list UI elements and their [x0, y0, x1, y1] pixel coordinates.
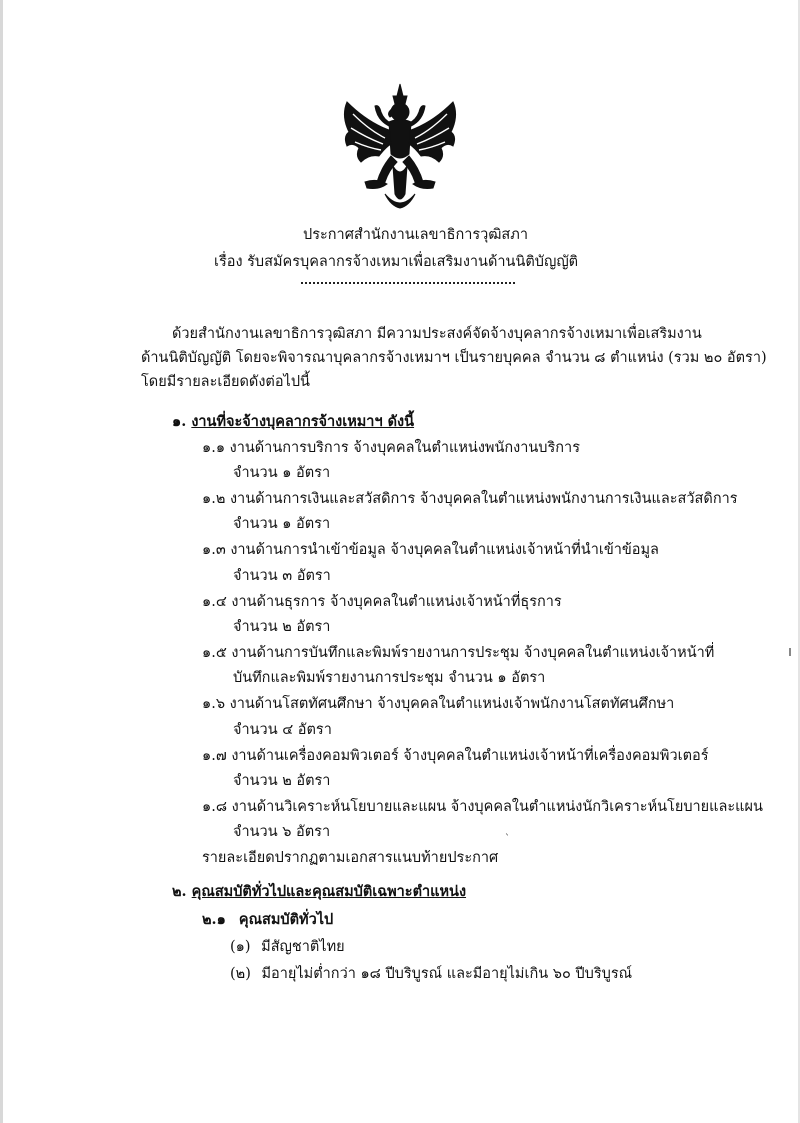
- list-item: ๑.๑ งานด้านการบริการ จ้างบุคคลในตำแหน่งพนักงานบริการ: [202, 440, 580, 456]
- list-item-detail: จำนวน ๔ อัตรา: [233, 722, 332, 738]
- announcement-title: ประกาศสำนักงานเลขาธิการวุฒิสภา: [303, 227, 528, 243]
- section2-sub-title: คุณสมบัติทั่วไป: [238, 911, 334, 928]
- section1-title: งานที่จะจ้างบุคลากรจ้างเหมาฯ ดังนี้: [191, 413, 415, 430]
- intro-line: ด้านนิติบัญญัติ โดยจะพิจารณาบุคลากรจ้างเหมาฯ เป็นรายบุคคล จำนวน ๘ ตำแหน่ง (รวม ๒๐ อัตรา): [141, 350, 767, 366]
- list-item-detail: จำนวน ๖ อัตรา: [233, 824, 331, 840]
- list-item-detail: จำนวน ๒ อัตรา: [233, 773, 331, 789]
- list-item-detail: จำนวน ๓ อัตรา: [233, 568, 331, 584]
- list-item: ๑.๖ งานด้านโสตทัศนศึกษา จ้างบุคคลในตำแหน่งเจ้าพนักงานโสตทัศนศึกษา: [202, 696, 675, 712]
- qualification-item: [230, 964, 632, 984]
- list-item-detail: จำนวน ๒ อัตรา: [233, 619, 331, 635]
- section1-number: ๑.: [172, 413, 187, 430]
- list-item-detail: บันทึกและพิมพ์รายงานการประชุม จำนวน ๑ อัตรา: [233, 670, 546, 686]
- list-item: ๑.๗ งานด้านเครื่องคอมพิวเตอร์ จ้างบุคคลในตำแหน่งเจ้าหน้าที่เครื่องคอมพิวเตอร์: [202, 748, 709, 764]
- section1-heading: [172, 412, 414, 432]
- qualification-text: มีอายุไม่ต่ำกว่า ๑๘ ปีบริบูรณ์ และมีอายุไม่เกิน ๖๐ ปีบริบูรณ์: [261, 966, 633, 982]
- dotted-separator: [301, 282, 515, 284]
- section1-note: รายละเอียดปรากฏตามเอกสารแนบท้ายประกาศ: [202, 850, 499, 866]
- list-item-detail: จำนวน ๑ อัตรา: [233, 516, 331, 532]
- qualification-number: (๑): [230, 939, 251, 955]
- section2-subheading: [202, 910, 333, 930]
- section2-sub-number: ๒.๑: [202, 911, 226, 928]
- list-item: ๑.๕ งานด้านการบันทึกและพิมพ์รายงานการประชุม จ้างบุคคลในตำแหน่งเจ้าหน้าที่: [202, 645, 715, 661]
- garuda-emblem-icon: [337, 82, 463, 212]
- list-item: ๑.๘ งานด้านวิเคราะห์นโยบายและแผน จ้างบุคคลในตำแหน่งนักวิเคราะห์นโยบายและแผน: [202, 799, 763, 815]
- stray-mark: `: [505, 834, 510, 845]
- list-item: ๑.๔ งานด้านธุรการ จ้างบุคคลในตำแหน่งเจ้าหน้าที่ธุรการ: [202, 594, 562, 610]
- section2-number: ๒.: [172, 883, 187, 900]
- list-item-detail: จำนวน ๑ อัตรา: [233, 465, 331, 481]
- section2-heading: [172, 882, 466, 902]
- section2-title: คุณสมบัติทั่วไปและคุณสมบัติเฉพาะตำแหน่ง: [191, 883, 467, 900]
- qualification-number: (๒): [230, 966, 251, 982]
- scan-edge-left: [0, 0, 3, 1123]
- scan-speck: [789, 648, 791, 656]
- qualification-text: มีสัญชาติไทย: [261, 939, 345, 955]
- qualification-item: [230, 937, 345, 957]
- intro-paragraph: [141, 322, 767, 394]
- intro-line: ด้วยสำนักงานเลขาธิการวุฒิสภา มีความประสงค์จัดจ้างบุคลากรจ้างเหมาเพื่อเสริมงาน: [172, 326, 702, 342]
- announcement-subject: เรื่อง รับสมัครบุคลากรจ้างเหมาเพื่อเสริมงานด้านนิติบัญญัติ: [214, 254, 579, 270]
- list-item: ๑.๓ งานด้านการนำเข้าข้อมูล จ้างบุคคลในตำแหน่งเจ้าหน้าที่นำเข้าข้อมูล: [202, 542, 659, 558]
- list-item: ๑.๒ งานด้านการเงินและสวัสดิการ จ้างบุคคลในตำแหน่งพนักงานการเงินและสวัสดิการ: [202, 491, 738, 507]
- intro-line: โดยมีรายละเอียดดังต่อไปนี้: [141, 374, 310, 390]
